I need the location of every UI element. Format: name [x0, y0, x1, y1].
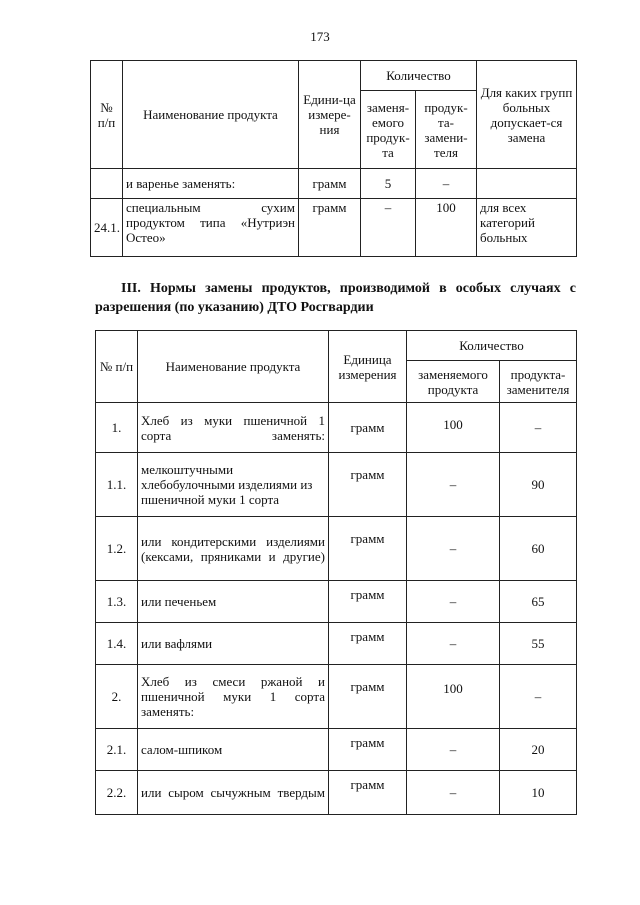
row-number: 1.3.	[96, 581, 138, 623]
product-name: Хлеб из муки пшеничной 1 сорта заменять:	[138, 403, 329, 453]
replaced-amount: 100	[407, 665, 500, 729]
header-product-name: Наименование продукта	[123, 61, 299, 169]
row-number: 2.1.	[96, 729, 138, 771]
row-number: 1.	[96, 403, 138, 453]
product-name: специальным сухим продуктом типа «Нутриэн Остео»	[123, 199, 299, 257]
header-number: № п/п	[91, 61, 123, 169]
table-row	[96, 771, 577, 815]
table-row	[96, 403, 577, 453]
row-number: 2.	[96, 665, 138, 729]
header-number: № п/п	[96, 331, 138, 403]
header-product-name: Наименование продукта	[138, 331, 329, 403]
product-name: или печеньем	[138, 581, 329, 623]
row-number: 2.2.	[96, 771, 138, 815]
unit: грамм	[329, 771, 407, 815]
replacing-amount: 100	[416, 199, 477, 257]
header-replacing-product: продук-та-замени-теля	[416, 91, 477, 169]
replacing-amount: 55	[500, 623, 577, 665]
replaced-amount: –	[407, 729, 500, 771]
replacing-amount: 20	[500, 729, 577, 771]
row-number: 24.1.	[91, 199, 123, 257]
replaced-amount: –	[407, 581, 500, 623]
replacing-amount: 10	[500, 771, 577, 815]
unit: грамм	[329, 623, 407, 665]
unit: грамм	[329, 453, 407, 517]
row-number: 1.1.	[96, 453, 138, 517]
header-quantity: Количество	[361, 61, 477, 91]
table-row	[96, 729, 577, 771]
page-number: 173	[310, 29, 330, 44]
table-row	[96, 665, 577, 729]
product-name: Хлеб из смеси ржаной и пшеничной муки 1 сорта заменять:	[138, 665, 329, 729]
patient-groups	[477, 169, 577, 199]
row-number: 1.4.	[96, 623, 138, 665]
unit: грамм	[329, 665, 407, 729]
header-replaced-product: заменя-емого продук-та	[361, 91, 416, 169]
replaced-amount: –	[407, 517, 500, 581]
product-name: или сыром сычужным твердым	[138, 771, 329, 815]
replacing-amount: 65	[500, 581, 577, 623]
replacing-amount: –	[500, 665, 577, 729]
table-row	[96, 581, 577, 623]
unit: грамм	[299, 199, 361, 257]
replacing-amount: –	[500, 403, 577, 453]
table-row	[96, 517, 577, 581]
header-replaced-product: заменяемого продукта	[407, 361, 500, 403]
product-name: мелкоштучными хлебобулочными изделиями из пшеничной муки 1 сорта	[138, 453, 329, 517]
replaced-amount: –	[407, 453, 500, 517]
row-number	[91, 169, 123, 199]
product-name: салом-шпиком	[138, 729, 329, 771]
header-unit: Единица измерения	[329, 331, 407, 403]
replacing-amount: –	[416, 169, 477, 199]
unit: грамм	[329, 581, 407, 623]
replacing-amount: 90	[500, 453, 577, 517]
header-patient-groups: Для каких групп больных допускает-ся замена	[477, 61, 577, 169]
row-number: 1.2.	[96, 517, 138, 581]
table-row	[91, 169, 577, 199]
replaced-amount: 5	[361, 169, 416, 199]
unit: грамм	[329, 517, 407, 581]
replacing-amount: 60	[500, 517, 577, 581]
unit: грамм	[329, 403, 407, 453]
header-unit: Едини-ца измере-ния	[299, 61, 361, 169]
replaced-amount: 100	[407, 403, 500, 453]
table-row	[91, 199, 577, 257]
header-quantity: Количество	[407, 331, 577, 361]
product-name: и варенье заменять:	[123, 169, 299, 199]
product-name: или вафлями	[138, 623, 329, 665]
patient-groups: для всех категорий больных	[477, 199, 577, 257]
unit: грамм	[329, 729, 407, 771]
replaced-amount: –	[407, 771, 500, 815]
replacement-table-continued	[90, 60, 577, 257]
replacement-norms-table	[95, 330, 577, 815]
unit: грамм	[299, 169, 361, 199]
replaced-amount: –	[407, 623, 500, 665]
table-row	[96, 623, 577, 665]
header-replacing-product: продукта-заменителя	[500, 361, 577, 403]
replaced-amount: –	[361, 199, 416, 257]
table-row	[96, 453, 577, 517]
section-title: III. Нормы замены продуктов, производимой в особых случаях с разрешения (по указанию) ДТО Росгвардии	[95, 281, 576, 315]
product-name: или кондитерскими изделиями (кексами, пряниками и другие)	[138, 517, 329, 581]
